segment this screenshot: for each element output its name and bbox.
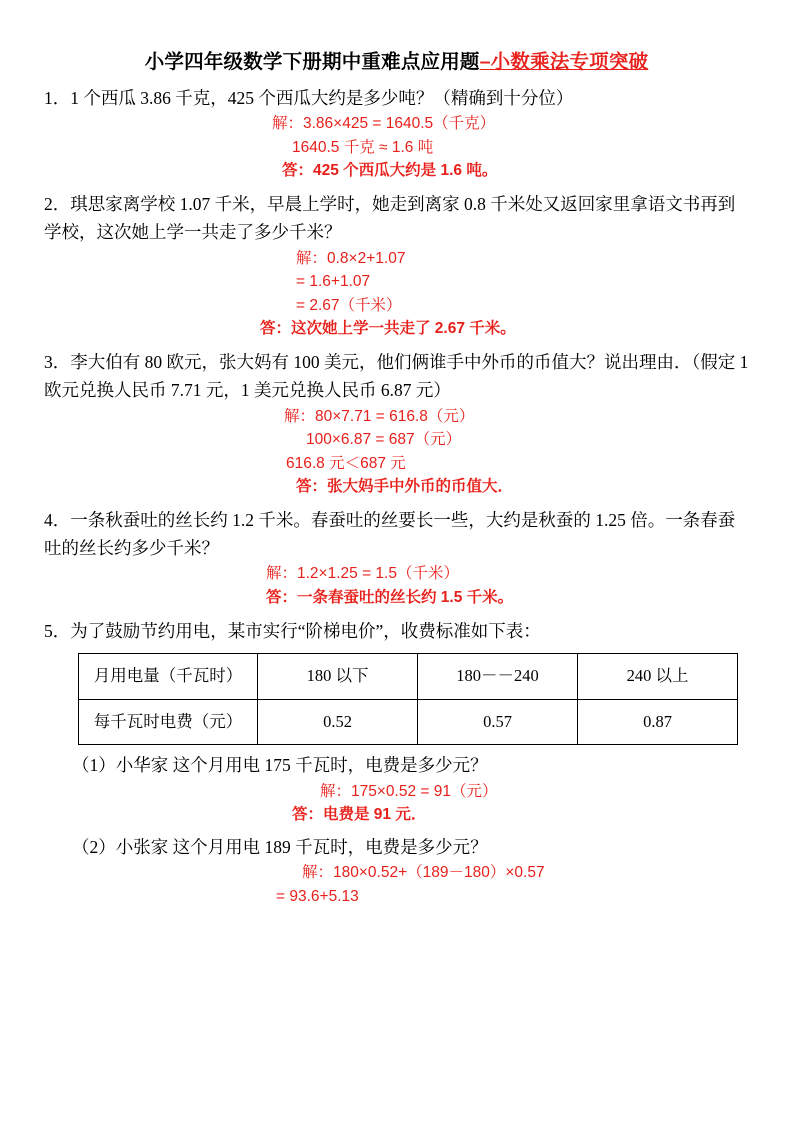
table-cell: 每千瓦时电费（元） [79, 699, 258, 745]
question-5-sub-1-text: （1）小华家 这个月用电 175 千瓦时，电费是多少元？ [72, 755, 488, 776]
solution-answer: 答：一条春蚕吐的丝长约 1.5 千米。 [266, 588, 514, 606]
table-cell: 0.87 [578, 699, 738, 745]
solution-line: 1640.5 千克 ≈ 1.6 吨 [292, 138, 434, 156]
question-1 [44, 84, 749, 183]
page-title-red: –小数乘法专项突破 [479, 51, 649, 73]
electricity-rate-table [78, 653, 738, 746]
solution-answer: 答：电费是 91 元． [292, 806, 427, 824]
table-cell: 180 以下 [258, 653, 418, 699]
question-2-text: 2．琪思家离学校 1.07 千米，早晨上学时，她走到离家 0.8 千米处又返回家里拿语文书再到学校，这次她上学一共走了多少千米？ [44, 193, 736, 243]
solution-line: = 1.6+1.07 [296, 273, 371, 291]
page-title [44, 46, 749, 74]
solution-line: = 93.6+5.13 [276, 887, 359, 905]
solution-line: 解：0.8×2+1.07 [296, 249, 406, 267]
page-title-black: 小学四年级数学下册期中重难点应用题 [144, 51, 480, 73]
question-4 [44, 506, 749, 610]
solution-line: 解：3.86×425 = 1640.5（千克） [272, 115, 496, 133]
solution-line: 解：175×0.52 = 91（元） [320, 782, 498, 800]
question-5-sub-2-text: （2）小张家 这个月用电 189 千瓦时，电费是多少元？ [72, 836, 488, 857]
solution-line: 616.8 元＜687 元 [286, 454, 406, 472]
question-5-sub-1-solution [44, 780, 749, 827]
question-3-solution [44, 405, 749, 499]
solution-line: 解：80×7.71 = 616.8（元） [284, 407, 475, 425]
solution-line: 解：180×0.52+（189－180）×0.57 [302, 864, 545, 882]
question-5 [44, 617, 749, 909]
table-cell: 0.57 [418, 699, 578, 745]
solution-answer: 答：425 个西瓜大约是 1.6 吨。 [282, 162, 498, 180]
table-row [79, 653, 738, 699]
question-1-text: 1．1 个西瓜 3.86 千克，425 个西瓜大约是多少吨？（精确到十分位） [44, 88, 574, 108]
table-row [79, 699, 738, 745]
solution-answer: 答：这次她上学一共走了 2.67 千米。 [260, 320, 516, 338]
question-3 [44, 348, 749, 499]
question-2-solution [44, 247, 749, 341]
question-3-text: 3．李大伯有 80 欧元，张大妈有 100 美元，他们俩谁手中外币的币值大？说出理由．（假定 1 欧元兑换人民币 7.71 元，1 美元兑换人民币 6.87 元） [44, 351, 749, 401]
question-5-text: 5．为了鼓励节约用电，某市实行“阶梯电价”，收费标准如下表： [44, 620, 541, 641]
table-cell: 0.52 [258, 699, 418, 745]
table-cell: 240 以上 [578, 653, 738, 699]
solution-line: 100×6.87 = 687（元） [306, 431, 462, 449]
question-4-text: 4．一条秋蚕吐的丝长约 1.2 千米。春蚕吐的丝要长一些，大约是秋蚕的 1.25 倍。一条春蚕吐的丝长约多少千米？ [44, 509, 736, 559]
question-1-solution [44, 112, 749, 183]
question-2 [44, 190, 749, 341]
table-cell: 180－－240 [418, 653, 578, 699]
solution-answer: 答：张大妈手中外币的币值大． [296, 478, 514, 496]
question-5-sub-2-solution [44, 861, 749, 908]
table-cell: 月用电量（千瓦时） [79, 653, 258, 699]
solution-line: = 2.67（千米） [296, 296, 402, 314]
question-4-solution [44, 562, 749, 609]
solution-line: 解：1.2×1.25 = 1.5（千米） [266, 565, 459, 583]
